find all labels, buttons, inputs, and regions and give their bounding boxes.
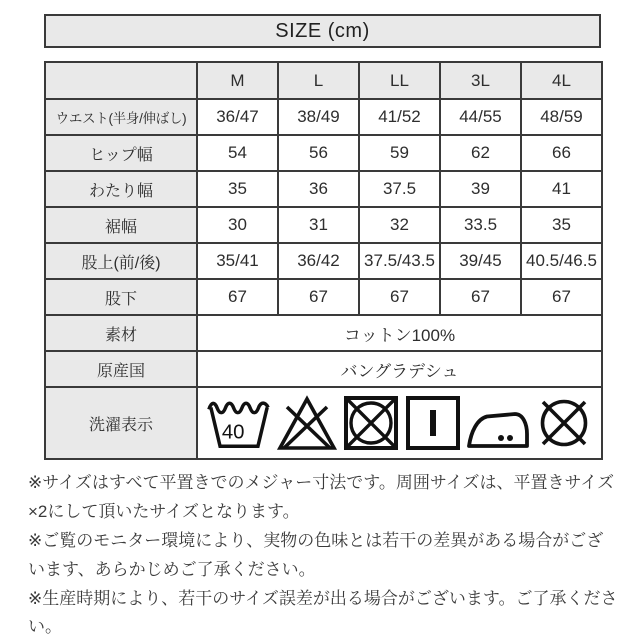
table-row-waist [45, 99, 602, 135]
cell-value: 67 [521, 279, 602, 315]
note-production-tolerance: ※生産時期により、若干のサイズ誤差が出る場合がございます。ご了承ください。 [28, 588, 618, 637]
row-label: ヒップ幅 [45, 135, 197, 171]
do-not-tumble-dry-icon [342, 394, 400, 452]
note-measurement: ※サイズはすべて平置きでのメジャー寸法です。周囲サイズは、平置きサイズ×2にして頂いたサイズとなります。 [28, 473, 615, 521]
cell-value: 31 [278, 207, 359, 243]
column-header-l: L [278, 62, 359, 99]
size-chart [44, 14, 601, 460]
do-not-dry-clean-icon [534, 394, 594, 452]
cell-value: 67 [359, 279, 440, 315]
corner-cell [45, 62, 197, 99]
size-table [44, 61, 603, 460]
cell-value: 41 [521, 171, 602, 207]
row-label: 原産国 [45, 351, 197, 387]
cell-value: 67 [197, 279, 278, 315]
cell-value: 48/59 [521, 99, 602, 135]
note-monitor-color: ※ご覧のモニター環境により、実物の色味とは若干の差異がある場合がございます、あらかじめご了承ください。 [28, 530, 604, 579]
table-header-row [45, 62, 602, 99]
cell-value: 30 [197, 207, 278, 243]
iron-medium-icon [466, 394, 530, 452]
cell-value: 67 [440, 279, 521, 315]
wash-40-icon [206, 394, 272, 452]
do-not-bleach-icon [276, 394, 338, 452]
row-label: わたり幅 [45, 171, 197, 207]
cell-value: 59 [359, 135, 440, 171]
table-row-care [45, 387, 602, 459]
column-header-m: M [197, 62, 278, 99]
cell-value: 67 [278, 279, 359, 315]
cell-value: 36 [278, 171, 359, 207]
page-title: SIZE (cm) [275, 19, 370, 42]
cell-value: 36/47 [197, 99, 278, 135]
cell-value: 39 [440, 171, 521, 207]
table-row-rise [45, 243, 602, 279]
laundry-symbols [200, 394, 599, 452]
cell-value: 38/49 [278, 99, 359, 135]
row-label: 股下 [45, 279, 197, 315]
column-header-3l: 3L [440, 62, 521, 99]
cell-value: 36/42 [278, 243, 359, 279]
cell-value: 44/55 [440, 99, 521, 135]
column-header-ll: LL [359, 62, 440, 99]
cell-value: 66 [521, 135, 602, 171]
table-row-inseam [45, 279, 602, 315]
table-row-thigh [45, 171, 602, 207]
cell-value: 35 [197, 171, 278, 207]
cell-value: 35 [521, 207, 602, 243]
wash-temperature-label: 40 [221, 421, 245, 444]
cell-value: 37.5 [359, 171, 440, 207]
care-symbols-cell [197, 387, 602, 459]
origin-value: バングラデシュ [197, 351, 602, 387]
cell-value: 37.5/43.5 [359, 243, 440, 279]
table-row-material [45, 315, 602, 351]
column-header-4l: 4L [521, 62, 602, 99]
cell-value: 56 [278, 135, 359, 171]
size-chart-title-box [44, 14, 601, 48]
cell-value: 54 [197, 135, 278, 171]
cell-value: 32 [359, 207, 440, 243]
table-row-origin [45, 351, 602, 387]
cell-value: 33.5 [440, 207, 521, 243]
cell-value: 41/52 [359, 99, 440, 135]
material-value: コットン100% [197, 315, 602, 351]
row-label: ウエスト(半身/伸ばし) [45, 99, 197, 135]
cell-value: 35/41 [197, 243, 278, 279]
cell-value: 39/45 [440, 243, 521, 279]
row-label: 素材 [45, 315, 197, 351]
row-label: 洗濯表示 [45, 387, 197, 459]
table-row-hip [45, 135, 602, 171]
row-label: 裾幅 [45, 207, 197, 243]
cell-value: 40.5/46.5 [521, 243, 602, 279]
table-row-hem [45, 207, 602, 243]
row-label: 股上(前/後) [45, 243, 197, 279]
hang-dry-icon [404, 394, 462, 452]
cell-value: 62 [440, 135, 521, 171]
footnotes [28, 469, 620, 640]
